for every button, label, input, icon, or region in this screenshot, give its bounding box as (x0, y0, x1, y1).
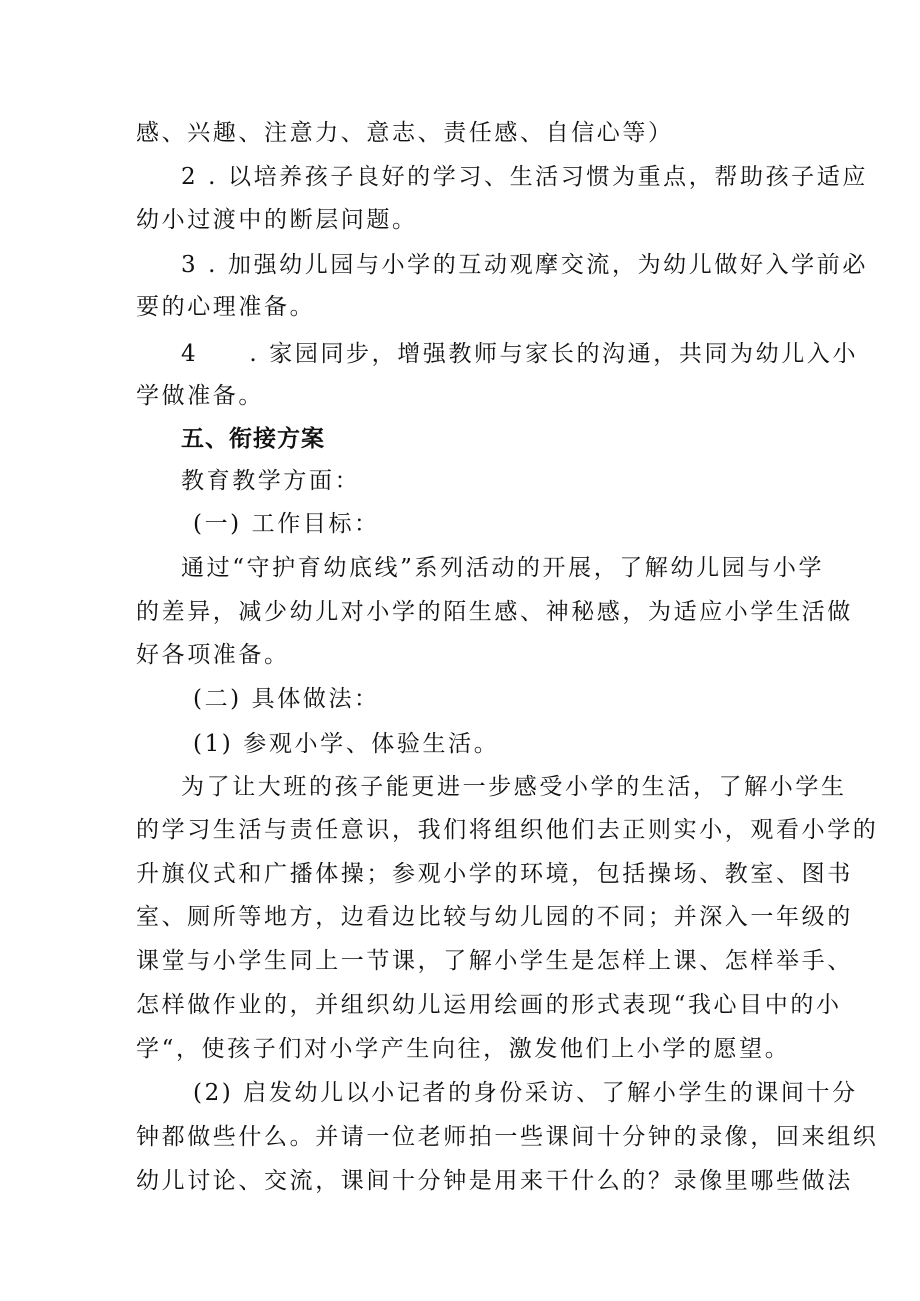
text-line: 学做准备。 (136, 383, 264, 409)
paragraph-line: 室、厕所等地方，边看边比较与幼儿园的不同；并深入一年级的 (136, 904, 853, 930)
text-line: 要的心理准备。 (136, 294, 316, 320)
list-item-3: 3 . 加强幼儿园与小学的互动观摩交流，为幼儿做好入学前必 (181, 252, 868, 278)
paragraph-line: 的学习生活与责任意识，我们将组织他们去正则实小，观看小学的 (136, 817, 879, 843)
paragraph-line: 怎样做作业的，并组织幼儿运用绘画的形式表现“我心目中的小 (136, 992, 842, 1018)
subsection-heading: (二) 具体做法： (193, 686, 380, 712)
subsection-heading: (一) 工作目标： (193, 511, 380, 537)
list-item-4: 4 . 家园同步，增强教师与家长的沟通，共同为幼儿入小 (181, 341, 859, 367)
paragraph-line: 为了让大班的孩子能更进一步感受小学的生活，了解小学生 (181, 774, 847, 800)
paragraph-line: 学“，使孩子们对小学产生向往，激发他们上小学的愿望。 (136, 1036, 791, 1062)
paragraph-line: (2) 启发幼儿以小记者的身份采访、了解小学生的课间十分 (193, 1080, 858, 1106)
item-heading: (1) 参观小学、体验生活。 (193, 731, 500, 757)
paragraph-line: 幼儿讨论、交流，课间十分钟是用来干什么的？录像里哪些做法 (136, 1168, 853, 1194)
subsection-label: 教育教学方面： (181, 468, 361, 494)
list-item-2: 2 . 以培养孩子良好的学习、生活习惯为重点，帮助孩子适应 (181, 164, 868, 190)
text-line: 幼小过渡中的断层问题。 (136, 207, 418, 233)
paragraph-line: 通过“守护育幼底线”系列活动的开展，了解幼儿园与小学 (181, 555, 825, 581)
paragraph-line: 好各项准备。 (136, 642, 290, 668)
paragraph-line: 的差异，减少幼儿对小学的陌生感、神秘感，为适应小学生活做 (136, 599, 853, 625)
paragraph-line: 课堂与小学生同上一节课，了解小学生是怎样上课、怎样举手、 (136, 948, 853, 974)
paragraph-line: 升旗仪式和广播体操；参观小学的环境，包括操场、教室、图书 (136, 861, 853, 887)
paragraph-line: 钟都做些什么。并请一位老师拍一些课间十分钟的录像，回来组织 (136, 1124, 879, 1150)
text-line: 感、兴趣、注意力、意志、责任感、自信心等） (136, 120, 674, 146)
section-heading: 五、衔接方案 (181, 426, 325, 452)
